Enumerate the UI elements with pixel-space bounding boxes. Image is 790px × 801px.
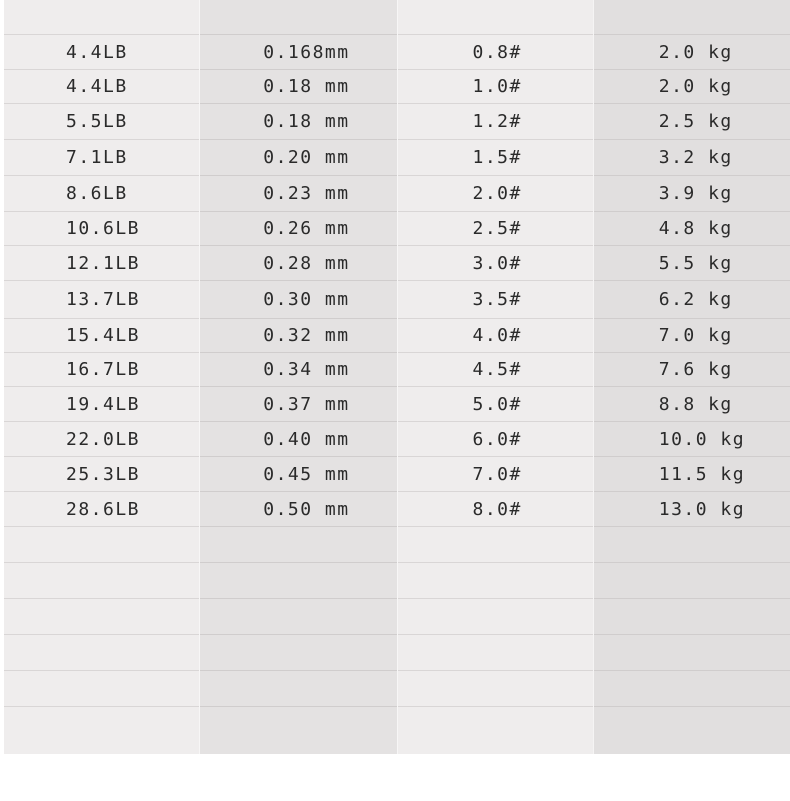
empty-cell: [200, 599, 396, 635]
table-cell: 0.18 mm: [200, 104, 396, 140]
table-cell: 6.2 kg: [594, 281, 790, 319]
empty-cell: [594, 707, 790, 754]
table-cell: 5.5 kg: [594, 246, 790, 281]
table-cell: 5.5LB: [4, 104, 199, 140]
empty-cell: [200, 635, 396, 671]
empty-cell: [4, 527, 199, 563]
table-cell: 13.7LB: [4, 281, 199, 319]
column-size-number: [397, 0, 593, 754]
table-cell: 0.28 mm: [200, 246, 396, 281]
table-cell: 8.0#: [398, 492, 593, 527]
empty-cell: [4, 563, 199, 599]
table-cell: 0.23 mm: [200, 176, 396, 212]
table-cell: 7.6 kg: [594, 353, 790, 387]
empty-cell: [398, 707, 593, 754]
table-cell: 0.32 mm: [200, 319, 396, 353]
table-cell: 0.8#: [398, 35, 593, 70]
table-cell: 3.0#: [398, 246, 593, 281]
empty-cell: [4, 707, 199, 754]
empty-cell: [398, 527, 593, 563]
table-cell: 4.8 kg: [594, 212, 790, 246]
table-cell: 11.5 kg: [594, 457, 790, 492]
table-cell: 2.0 kg: [594, 35, 790, 70]
header-cell: [398, 0, 593, 35]
table-cell: 3.5#: [398, 281, 593, 319]
table-cell: 2.5#: [398, 212, 593, 246]
table-cell: 4.4LB: [4, 70, 199, 104]
table-cell: 2.0#: [398, 176, 593, 212]
table-cell: 0.45 mm: [200, 457, 396, 492]
table-cell: 1.5#: [398, 140, 593, 176]
table-cell: 12.1LB: [4, 246, 199, 281]
empty-cell: [4, 599, 199, 635]
table-cell: 0.37 mm: [200, 387, 396, 422]
empty-cell: [200, 563, 396, 599]
table-cell: 22.0LB: [4, 422, 199, 457]
table-cell: 3.9 kg: [594, 176, 790, 212]
table-cell: 7.1LB: [4, 140, 199, 176]
header-cell: [594, 0, 790, 35]
table-cell: 4.4LB: [4, 35, 199, 70]
empty-cell: [4, 671, 199, 707]
table-cell: 28.6LB: [4, 492, 199, 527]
table-cell: 0.40 mm: [200, 422, 396, 457]
column-diameter-mm: [200, 0, 396, 754]
empty-cell: [398, 563, 593, 599]
table-cell: 8.8 kg: [594, 387, 790, 422]
empty-cell: [594, 527, 790, 563]
empty-cell: [200, 527, 396, 563]
table-cell: 0.20 mm: [200, 140, 396, 176]
table-cell: 16.7LB: [4, 353, 199, 387]
header-cell: [4, 0, 199, 35]
table-cell: 0.34 mm: [200, 353, 396, 387]
spec-table: [4, 0, 790, 754]
empty-cell: [398, 599, 593, 635]
table-cell: 0.30 mm: [200, 281, 396, 319]
empty-cell: [594, 563, 790, 599]
table-cell: 10.6LB: [4, 212, 199, 246]
table-cell: 1.2#: [398, 104, 593, 140]
table-cell: 10.0 kg: [594, 422, 790, 457]
empty-cell: [398, 671, 593, 707]
table-cell: 3.2 kg: [594, 140, 790, 176]
table-cell: 15.4LB: [4, 319, 199, 353]
table-cell: 0.50 mm: [200, 492, 396, 527]
empty-cell: [398, 635, 593, 671]
table-cell: 7.0#: [398, 457, 593, 492]
empty-cell: [200, 671, 396, 707]
table-cell: 7.0 kg: [594, 319, 790, 353]
table-cell: 0.26 mm: [200, 212, 396, 246]
empty-cell: [594, 671, 790, 707]
table-cell: 19.4LB: [4, 387, 199, 422]
empty-cell: [594, 599, 790, 635]
empty-cell: [200, 707, 396, 754]
table-cell: 4.0#: [398, 319, 593, 353]
table-cell: 2.5 kg: [594, 104, 790, 140]
empty-cell: [4, 635, 199, 671]
column-breaking-strength-kg: [593, 0, 790, 754]
table-cell: 6.0#: [398, 422, 593, 457]
header-cell: [200, 0, 396, 35]
table-cell: 8.6LB: [4, 176, 199, 212]
table-cell: 0.18 mm: [200, 70, 396, 104]
column-breaking-strength-lb: [4, 0, 200, 754]
table-cell: 25.3LB: [4, 457, 199, 492]
table-cell: 5.0#: [398, 387, 593, 422]
table-cell: 13.0 kg: [594, 492, 790, 527]
table-cell: 4.5#: [398, 353, 593, 387]
table-cell: 2.0 kg: [594, 70, 790, 104]
table-cell: 1.0#: [398, 70, 593, 104]
empty-cell: [594, 635, 790, 671]
table-cell: 0.168mm: [200, 35, 396, 70]
